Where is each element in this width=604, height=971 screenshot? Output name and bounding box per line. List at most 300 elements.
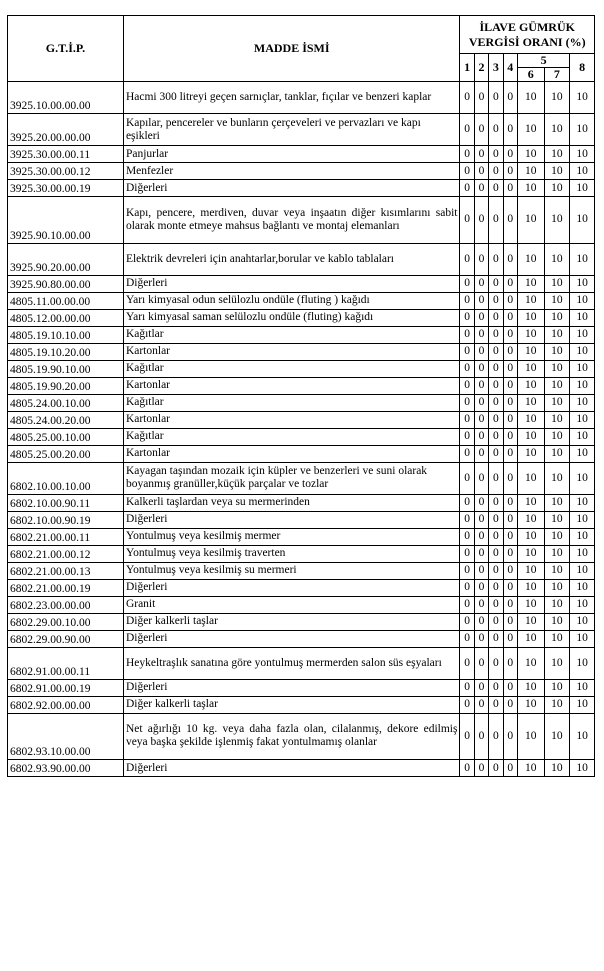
rate-cell: 0 (489, 326, 503, 343)
rate-cell: 0 (489, 445, 503, 462)
rate-cell: 0 (474, 613, 488, 630)
gtip-code: 6802.21.00.00.13 (8, 562, 124, 579)
madde-ismi: Diğerleri (123, 511, 460, 528)
rate-cell: 10 (544, 275, 570, 292)
rate-cell: 0 (460, 713, 474, 760)
rate-cell: 0 (474, 445, 488, 462)
rate-cell: 10 (544, 713, 570, 760)
rate-cell: 0 (460, 82, 474, 114)
rate-cell: 10 (517, 528, 544, 545)
rate-cell: 0 (489, 760, 503, 777)
madde-ismi: Panjurlar (123, 146, 460, 163)
rate-cell: 0 (503, 309, 517, 326)
rate-cell: 0 (474, 562, 488, 579)
gtip-code: 4805.19.10.10.00 (8, 326, 124, 343)
rate-cell: 10 (570, 180, 595, 197)
rate-cell: 10 (517, 428, 544, 445)
rate-cell: 0 (474, 528, 488, 545)
table-row (8, 180, 595, 197)
rate-cell: 0 (474, 596, 488, 613)
rate-cell: 0 (503, 377, 517, 394)
rate-cell: 10 (517, 309, 544, 326)
rate-cell: 0 (503, 326, 517, 343)
rate-cell: 0 (489, 696, 503, 713)
rate-cell: 10 (517, 180, 544, 197)
rate-cell: 0 (489, 292, 503, 309)
madde-ismi: Yontulmuş veya kesilmiş mermer (123, 528, 460, 545)
rate-cell: 0 (460, 394, 474, 411)
rate-cell: 0 (460, 292, 474, 309)
table-row (8, 511, 595, 528)
madde-ismi: Kartonlar (123, 411, 460, 428)
rate-cell: 0 (503, 696, 517, 713)
rate-cell: 10 (517, 696, 544, 713)
rate-cell: 0 (460, 114, 474, 146)
rate-cell: 0 (503, 647, 517, 679)
rate-cell: 0 (460, 630, 474, 647)
rate-cell: 10 (544, 197, 570, 244)
rate-cell: 10 (570, 528, 595, 545)
rate-cell: 10 (544, 445, 570, 462)
rate-cell: 0 (503, 596, 517, 613)
rate-cell: 0 (489, 511, 503, 528)
rate-cell: 0 (489, 146, 503, 163)
rate-cell: 0 (474, 511, 488, 528)
rate-cell: 10 (570, 360, 595, 377)
rate-cell: 0 (460, 146, 474, 163)
madde-ismi: Kağıtlar (123, 428, 460, 445)
rate-cell: 0 (489, 163, 503, 180)
rate-cell: 10 (544, 343, 570, 360)
rate-cell: 0 (460, 562, 474, 579)
rate-cell: 0 (460, 197, 474, 244)
rate-cell: 0 (503, 146, 517, 163)
rate-cell: 0 (474, 343, 488, 360)
rate-cell: 0 (489, 579, 503, 596)
rate-cell: 0 (474, 197, 488, 244)
rate-cell: 10 (544, 596, 570, 613)
gtip-code: 6802.93.10.00.00 (8, 713, 124, 760)
gtip-code: 6802.92.00.00.00 (8, 696, 124, 713)
rate-cell: 10 (517, 679, 544, 696)
rate-cell: 10 (517, 82, 544, 114)
rate-cell: 10 (517, 197, 544, 244)
rate-cell: 10 (544, 630, 570, 647)
rate-cell: 0 (489, 647, 503, 679)
rate-cell: 10 (517, 647, 544, 679)
rate-cell: 10 (544, 613, 570, 630)
gtip-code: 6802.91.00.00.19 (8, 679, 124, 696)
gtip-code: 4805.24.00.20.00 (8, 411, 124, 428)
rate-cell: 0 (474, 579, 488, 596)
table-row (8, 679, 595, 696)
rate-cell: 0 (503, 562, 517, 579)
header-col-1: 1 (460, 54, 474, 82)
rate-cell: 0 (503, 114, 517, 146)
rate-cell: 10 (517, 411, 544, 428)
rate-cell: 0 (503, 394, 517, 411)
table-row (8, 292, 595, 309)
rate-cell: 0 (474, 114, 488, 146)
table-row (8, 445, 595, 462)
table-row (8, 377, 595, 394)
table-row (8, 343, 595, 360)
gtip-code: 3925.30.00.00.19 (8, 180, 124, 197)
rate-cell: 0 (460, 760, 474, 777)
rate-cell: 10 (570, 696, 595, 713)
madde-ismi: Kartonlar (123, 377, 460, 394)
rate-cell: 0 (503, 613, 517, 630)
header-col-6: 6 (517, 68, 544, 82)
rate-cell: 0 (460, 163, 474, 180)
table-row (8, 647, 595, 679)
rate-cell: 10 (544, 146, 570, 163)
rate-cell: 0 (489, 713, 503, 760)
gtip-code: 4805.19.90.20.00 (8, 377, 124, 394)
rate-cell: 10 (570, 309, 595, 326)
madde-ismi: Kağıtlar (123, 394, 460, 411)
rate-cell: 10 (544, 180, 570, 197)
rate-cell: 10 (544, 579, 570, 596)
table-row (8, 494, 595, 511)
rate-cell: 10 (570, 343, 595, 360)
rate-cell: 10 (570, 428, 595, 445)
rate-cell: 10 (517, 343, 544, 360)
madde-ismi: Yontulmuş veya kesilmiş su mermeri (123, 562, 460, 579)
rate-cell: 10 (544, 163, 570, 180)
madde-ismi: Hacmi 300 litreyi geçen sarnıçlar, tanklar, fıçılar ve benzeri kaplar (123, 82, 460, 114)
table-row (8, 197, 595, 244)
rate-cell: 10 (544, 545, 570, 562)
rate-cell: 0 (474, 292, 488, 309)
gtip-code: 6802.23.00.00.00 (8, 596, 124, 613)
table-row (8, 243, 595, 275)
rate-cell: 10 (517, 163, 544, 180)
rate-cell: 0 (489, 82, 503, 114)
rate-cell: 0 (460, 511, 474, 528)
table-row (8, 760, 595, 777)
rate-cell: 0 (503, 197, 517, 244)
rate-cell: 10 (544, 243, 570, 275)
table-row (8, 630, 595, 647)
rate-cell: 0 (474, 679, 488, 696)
rate-cell: 10 (544, 462, 570, 494)
rate-cell: 0 (460, 545, 474, 562)
rate-cell: 10 (544, 511, 570, 528)
rate-cell: 0 (503, 528, 517, 545)
rate-cell: 0 (474, 494, 488, 511)
gtip-code: 6802.10.00.90.19 (8, 511, 124, 528)
rate-cell: 10 (544, 394, 570, 411)
madde-ismi: Kağıtlar (123, 360, 460, 377)
table-row (8, 163, 595, 180)
rate-cell: 10 (570, 679, 595, 696)
rate-cell: 0 (489, 360, 503, 377)
rate-cell: 0 (489, 275, 503, 292)
rate-cell: 0 (460, 360, 474, 377)
rate-cell: 0 (503, 360, 517, 377)
rate-cell: 10 (570, 562, 595, 579)
rate-cell: 10 (517, 377, 544, 394)
rate-cell: 0 (460, 243, 474, 275)
rate-cell: 0 (503, 163, 517, 180)
rate-cell: 0 (460, 462, 474, 494)
table-row (8, 394, 595, 411)
rate-cell: 10 (544, 326, 570, 343)
rate-cell: 10 (570, 146, 595, 163)
rate-cell: 0 (489, 462, 503, 494)
rate-cell: 0 (489, 243, 503, 275)
rate-cell: 0 (503, 630, 517, 647)
rate-cell: 0 (460, 596, 474, 613)
gtip-code: 6802.29.00.10.00 (8, 613, 124, 630)
rate-cell: 0 (503, 428, 517, 445)
madde-ismi: Diğer kalkerli taşlar (123, 613, 460, 630)
rate-cell: 10 (517, 630, 544, 647)
rate-cell: 0 (489, 377, 503, 394)
rate-cell: 10 (570, 292, 595, 309)
gtip-code: 6802.29.00.90.00 (8, 630, 124, 647)
rate-cell: 10 (544, 760, 570, 777)
rate-cell: 0 (503, 343, 517, 360)
gtip-code: 6802.21.00.00.11 (8, 528, 124, 545)
rate-cell: 0 (503, 411, 517, 428)
table-row (8, 114, 595, 146)
rate-cell: 0 (489, 428, 503, 445)
madde-ismi: Diğerleri (123, 579, 460, 596)
rate-cell: 0 (474, 760, 488, 777)
rate-cell: 10 (517, 545, 544, 562)
madde-ismi: Diğer kalkerli taşlar (123, 696, 460, 713)
rate-cell: 0 (474, 326, 488, 343)
gtip-code: 6802.93.90.00.00 (8, 760, 124, 777)
rate-cell: 10 (517, 292, 544, 309)
madde-ismi: Diğerleri (123, 630, 460, 647)
rate-cell: 0 (474, 180, 488, 197)
rate-cell: 10 (544, 377, 570, 394)
rate-cell: 10 (570, 613, 595, 630)
gtip-code: 4805.25.00.20.00 (8, 445, 124, 462)
gtip-code: 3925.20.00.00.00 (8, 114, 124, 146)
gtip-code: 6802.91.00.00.11 (8, 647, 124, 679)
rate-cell: 0 (489, 411, 503, 428)
madde-ismi: Kağıtlar (123, 326, 460, 343)
gtip-code: 4805.11.00.00.00 (8, 292, 124, 309)
gtip-code: 6802.10.00.10.00 (8, 462, 124, 494)
rate-cell: 0 (503, 679, 517, 696)
gtip-code: 4805.25.00.10.00 (8, 428, 124, 445)
rate-cell: 0 (474, 647, 488, 679)
madde-ismi: Kartonlar (123, 343, 460, 360)
rate-cell: 10 (570, 760, 595, 777)
table-row (8, 713, 595, 760)
madde-ismi: Kapılar, pencereler ve bunların çerçeveleri ve pervazları ve kapı eşikleri (123, 114, 460, 146)
table-row (8, 146, 595, 163)
table-row (8, 579, 595, 596)
rate-cell: 10 (570, 394, 595, 411)
rate-cell: 0 (489, 528, 503, 545)
gtip-code: 3925.10.00.00.00 (8, 82, 124, 114)
rate-cell: 0 (489, 613, 503, 630)
gtip-code: 6802.10.00.90.11 (8, 494, 124, 511)
rate-cell: 10 (517, 562, 544, 579)
rate-cell: 0 (474, 462, 488, 494)
rate-cell: 0 (460, 679, 474, 696)
rate-cell: 0 (474, 545, 488, 562)
rate-cell: 0 (489, 114, 503, 146)
rate-cell: 0 (503, 511, 517, 528)
madde-ismi: Kayagan taşından mozaik için küpler ve benzerleri ve suni olarak boyanmış granüller,küçük parçalar ve tozlar (123, 462, 460, 494)
rate-cell: 0 (474, 696, 488, 713)
rate-cell: 0 (474, 146, 488, 163)
header-col-8: 8 (570, 54, 595, 82)
header-col-4: 4 (503, 54, 517, 82)
rate-cell: 10 (570, 411, 595, 428)
madde-ismi: Yarı kimyasal odun selülozlu ondüle (fluting ) kağıdı (123, 292, 460, 309)
rate-cell: 0 (474, 243, 488, 275)
gtip-code: 3925.90.20.00.00 (8, 243, 124, 275)
rate-cell: 10 (517, 511, 544, 528)
rate-cell: 0 (474, 163, 488, 180)
rate-cell: 10 (570, 326, 595, 343)
rate-cell: 0 (489, 180, 503, 197)
tariff-table (7, 15, 595, 777)
rate-cell: 0 (460, 377, 474, 394)
rate-cell: 0 (503, 243, 517, 275)
rate-cell: 10 (544, 411, 570, 428)
madde-ismi: Net ağırlığı 10 kg. veya daha fazla olan, cilalanmış, dekore edilmiş veya başka şekilde işlenmiş fakat yontulmamış olanlar (123, 713, 460, 760)
rate-cell: 0 (489, 309, 503, 326)
rate-cell: 10 (544, 696, 570, 713)
rate-cell: 10 (570, 596, 595, 613)
rate-cell: 0 (474, 360, 488, 377)
rate-cell: 0 (474, 394, 488, 411)
madde-ismi: Yontulmuş veya kesilmiş traverten (123, 545, 460, 562)
rate-cell: 10 (517, 146, 544, 163)
rate-cell: 10 (517, 596, 544, 613)
rate-cell: 0 (503, 292, 517, 309)
rate-cell: 0 (489, 494, 503, 511)
rate-cell: 10 (570, 713, 595, 760)
header-col-5: 5 (517, 54, 569, 68)
gtip-code: 4805.24.00.10.00 (8, 394, 124, 411)
rate-cell: 10 (517, 243, 544, 275)
rate-cell: 10 (544, 428, 570, 445)
rate-cell: 10 (570, 630, 595, 647)
rate-cell: 10 (544, 360, 570, 377)
rate-cell: 10 (570, 82, 595, 114)
table-row (8, 428, 595, 445)
rate-cell: 10 (517, 114, 544, 146)
madde-ismi: Diğerleri (123, 275, 460, 292)
rate-cell: 0 (489, 630, 503, 647)
rate-cell: 0 (503, 579, 517, 596)
gtip-code: 4805.12.00.00.00 (8, 309, 124, 326)
rate-cell: 0 (489, 545, 503, 562)
gtip-code: 3925.30.00.00.11 (8, 146, 124, 163)
rate-cell: 0 (489, 679, 503, 696)
rate-cell: 0 (474, 309, 488, 326)
madde-ismi: Elektrik devreleri için anahtarlar,borular ve kablo tablaları (123, 243, 460, 275)
rate-cell: 10 (570, 163, 595, 180)
madde-ismi: Kartonlar (123, 445, 460, 462)
rate-cell: 0 (460, 579, 474, 596)
rate-cell: 10 (570, 377, 595, 394)
rate-cell: 10 (570, 511, 595, 528)
rate-cell: 10 (544, 494, 570, 511)
table-row (8, 562, 595, 579)
madde-ismi: Diğerleri (123, 679, 460, 696)
rate-cell: 0 (460, 275, 474, 292)
table-row (8, 275, 595, 292)
rate-cell: 10 (544, 114, 570, 146)
rate-cell: 0 (474, 630, 488, 647)
rate-cell: 0 (460, 445, 474, 462)
rate-cell: 10 (570, 114, 595, 146)
rate-cell: 0 (503, 82, 517, 114)
rate-cell: 0 (474, 411, 488, 428)
madde-ismi: Diğerleri (123, 180, 460, 197)
rate-cell: 10 (544, 562, 570, 579)
rate-cell: 10 (517, 326, 544, 343)
rate-cell: 10 (517, 613, 544, 630)
rate-cell: 0 (460, 696, 474, 713)
rate-cell: 0 (503, 275, 517, 292)
rate-cell: 10 (544, 528, 570, 545)
table-row (8, 528, 595, 545)
rate-cell: 10 (517, 394, 544, 411)
table-row (8, 326, 595, 343)
rate-cell: 10 (517, 445, 544, 462)
madde-ismi: Menfezler (123, 163, 460, 180)
rate-cell: 10 (570, 275, 595, 292)
header-ilave-title: İLAVE GÜMRÜK VERGİSİ ORANI (%) (460, 16, 595, 54)
header-col-7: 7 (544, 68, 570, 82)
rate-cell: 0 (460, 326, 474, 343)
header-col-3: 3 (489, 54, 503, 82)
rate-cell: 0 (474, 377, 488, 394)
rate-cell: 0 (503, 494, 517, 511)
rate-cell: 10 (517, 275, 544, 292)
rate-cell: 0 (489, 596, 503, 613)
header-madde-ismi: MADDE İSMİ (123, 16, 460, 82)
rate-cell: 10 (570, 494, 595, 511)
madde-ismi: Heykeltraşlık sanatına göre yontulmuş mermerden salon süs eşyaları (123, 647, 460, 679)
rate-cell: 10 (570, 243, 595, 275)
madde-ismi: Kalkerli taşlardan veya su mermerinden (123, 494, 460, 511)
rate-cell: 10 (544, 647, 570, 679)
rate-cell: 10 (544, 82, 570, 114)
tariff-body (8, 82, 595, 777)
rate-cell: 10 (570, 197, 595, 244)
rate-cell: 0 (460, 647, 474, 679)
table-row (8, 696, 595, 713)
madde-ismi: Yarı kimyasal saman selülozlu ondüle (fluting) kağıdı (123, 309, 460, 326)
rate-cell: 0 (489, 562, 503, 579)
rate-cell: 0 (503, 713, 517, 760)
gtip-code: 3925.90.80.00.00 (8, 275, 124, 292)
header-col-2: 2 (474, 54, 488, 82)
rate-cell: 10 (570, 445, 595, 462)
gtip-code: 6802.21.00.00.12 (8, 545, 124, 562)
table-row (8, 309, 595, 326)
rate-cell: 0 (460, 613, 474, 630)
rate-cell: 0 (460, 411, 474, 428)
rate-cell: 0 (474, 428, 488, 445)
rate-cell: 0 (503, 545, 517, 562)
gtip-code: 4805.19.10.20.00 (8, 343, 124, 360)
rate-cell: 10 (570, 462, 595, 494)
